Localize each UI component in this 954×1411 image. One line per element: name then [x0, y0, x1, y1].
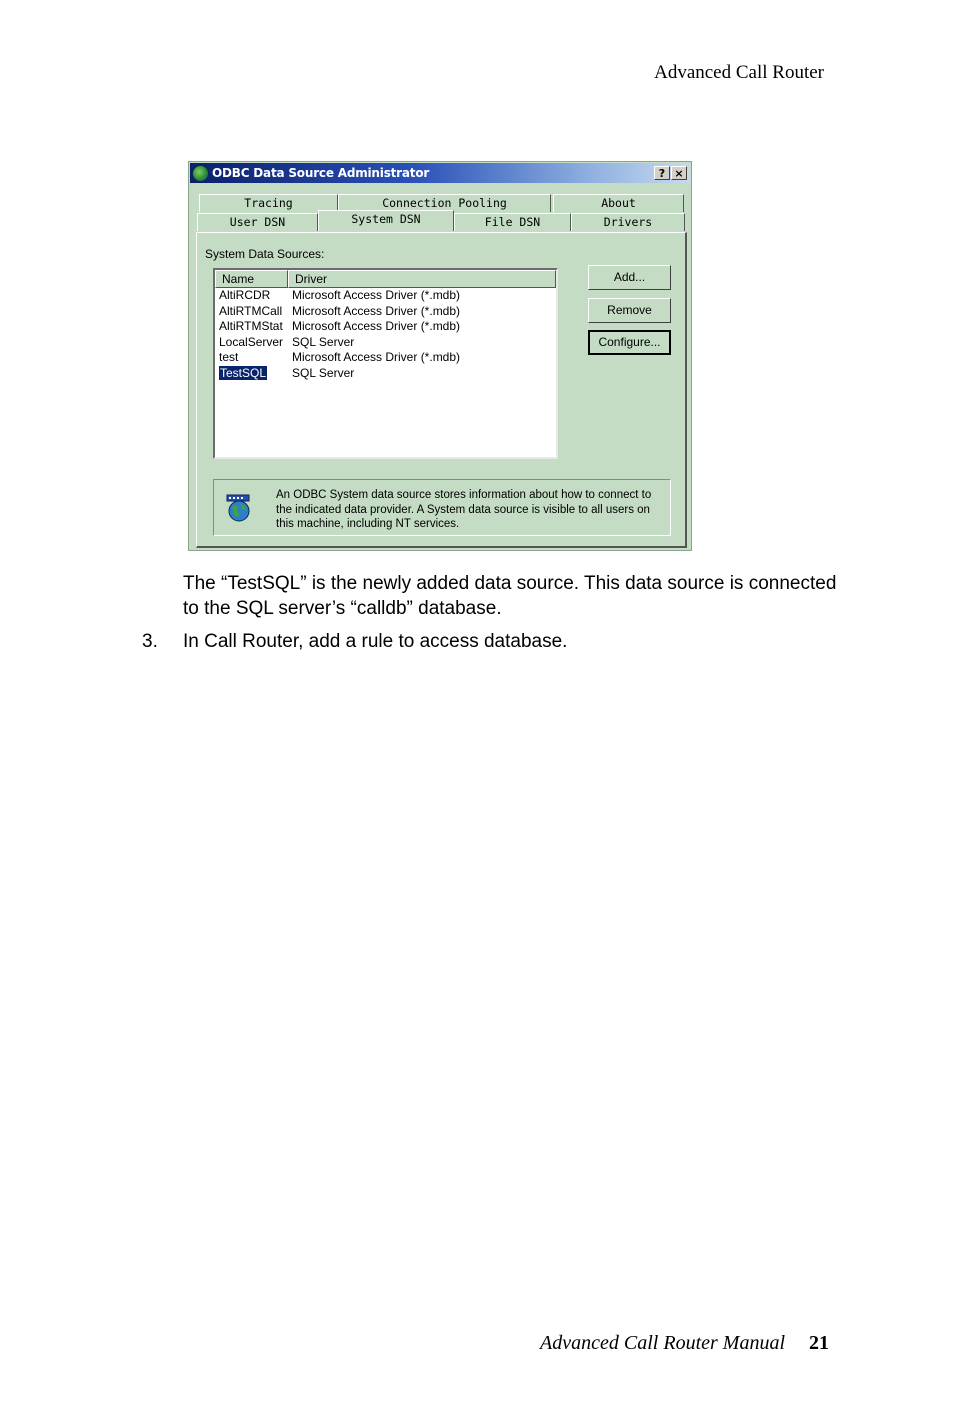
row-driver: Microsoft Access Driver (*.mdb): [292, 303, 461, 318]
dialog-title: ODBC Data Source Administrator: [212, 166, 430, 180]
footer-title: Advanced Call Router Manual: [540, 1332, 785, 1354]
list-item[interactable]: [215, 335, 556, 351]
body-paragraph: The “TestSQL” is the newly added data source. This data source is connected to the SQL server’s “calldb” database.: [183, 573, 837, 619]
row-driver: Microsoft Access Driver (*.mdb): [292, 288, 461, 302]
tab-user-dsn[interactable]: User DSN: [197, 213, 318, 231]
row-name: test: [219, 350, 239, 364]
row-name: [215, 366, 288, 382]
step-text: In Call Router, add a rule to access database.: [183, 631, 568, 652]
remove-button[interactable]: Remove: [588, 298, 671, 323]
running-header: Advanced Call Router: [654, 62, 824, 83]
tab-tracing[interactable]: Tracing: [199, 194, 338, 212]
info-box: [213, 479, 671, 536]
odbc-dialog: [188, 161, 692, 551]
page-number: 21: [809, 1332, 829, 1354]
list-header: [215, 270, 556, 288]
row-driver: Microsoft Access Driver (*.mdb): [292, 319, 461, 333]
data-sources-list[interactable]: [213, 268, 558, 459]
tab-connection-pooling[interactable]: Connection Pooling: [338, 194, 551, 212]
selected-name: TestSQL: [220, 365, 267, 380]
list-item[interactable]: [215, 350, 556, 366]
page-footer: [540, 1332, 829, 1355]
close-button[interactable]: ×: [671, 166, 687, 180]
configure-button[interactable]: Configure...: [588, 330, 671, 355]
tab-system-dsn[interactable]: System DSN: [318, 210, 454, 231]
list-item[interactable]: [215, 288, 556, 304]
section-label: System Data Sources:: [205, 247, 325, 261]
row-driver: SQL Server: [292, 365, 355, 380]
data-source-globe-icon: [225, 494, 253, 522]
list-item[interactable]: [215, 304, 556, 320]
row-driver: Microsoft Access Driver (*.mdb): [292, 350, 461, 364]
row-name: LocalServer: [219, 334, 284, 349]
add-button[interactable]: Add...: [588, 265, 671, 290]
tab-file-dsn[interactable]: File DSN: [454, 213, 571, 231]
row-driver: SQL Server: [292, 334, 355, 349]
dialog-titlebar[interactable]: [190, 163, 690, 183]
list-item-selected[interactable]: [215, 366, 556, 382]
tab-drivers[interactable]: Drivers: [571, 213, 685, 231]
column-header-name[interactable]: Name: [215, 270, 288, 288]
row-name: AltiRCDR: [219, 288, 271, 302]
tab-about[interactable]: About: [553, 194, 684, 212]
row-name: AltiRTMStat: [219, 319, 283, 333]
column-header-driver[interactable]: Driver: [288, 270, 556, 288]
help-button[interactable]: ?: [654, 166, 670, 180]
list-item[interactable]: [215, 319, 556, 335]
row-name: AltiRTMCall: [219, 303, 283, 318]
step-number: 3.: [142, 631, 158, 652]
info-text: An ODBC System data source stores information about how to connect to the indicated data provider. A System data source is visible to all users on this machine, including NT services.: [276, 489, 652, 530]
globe-icon: [192, 165, 209, 182]
